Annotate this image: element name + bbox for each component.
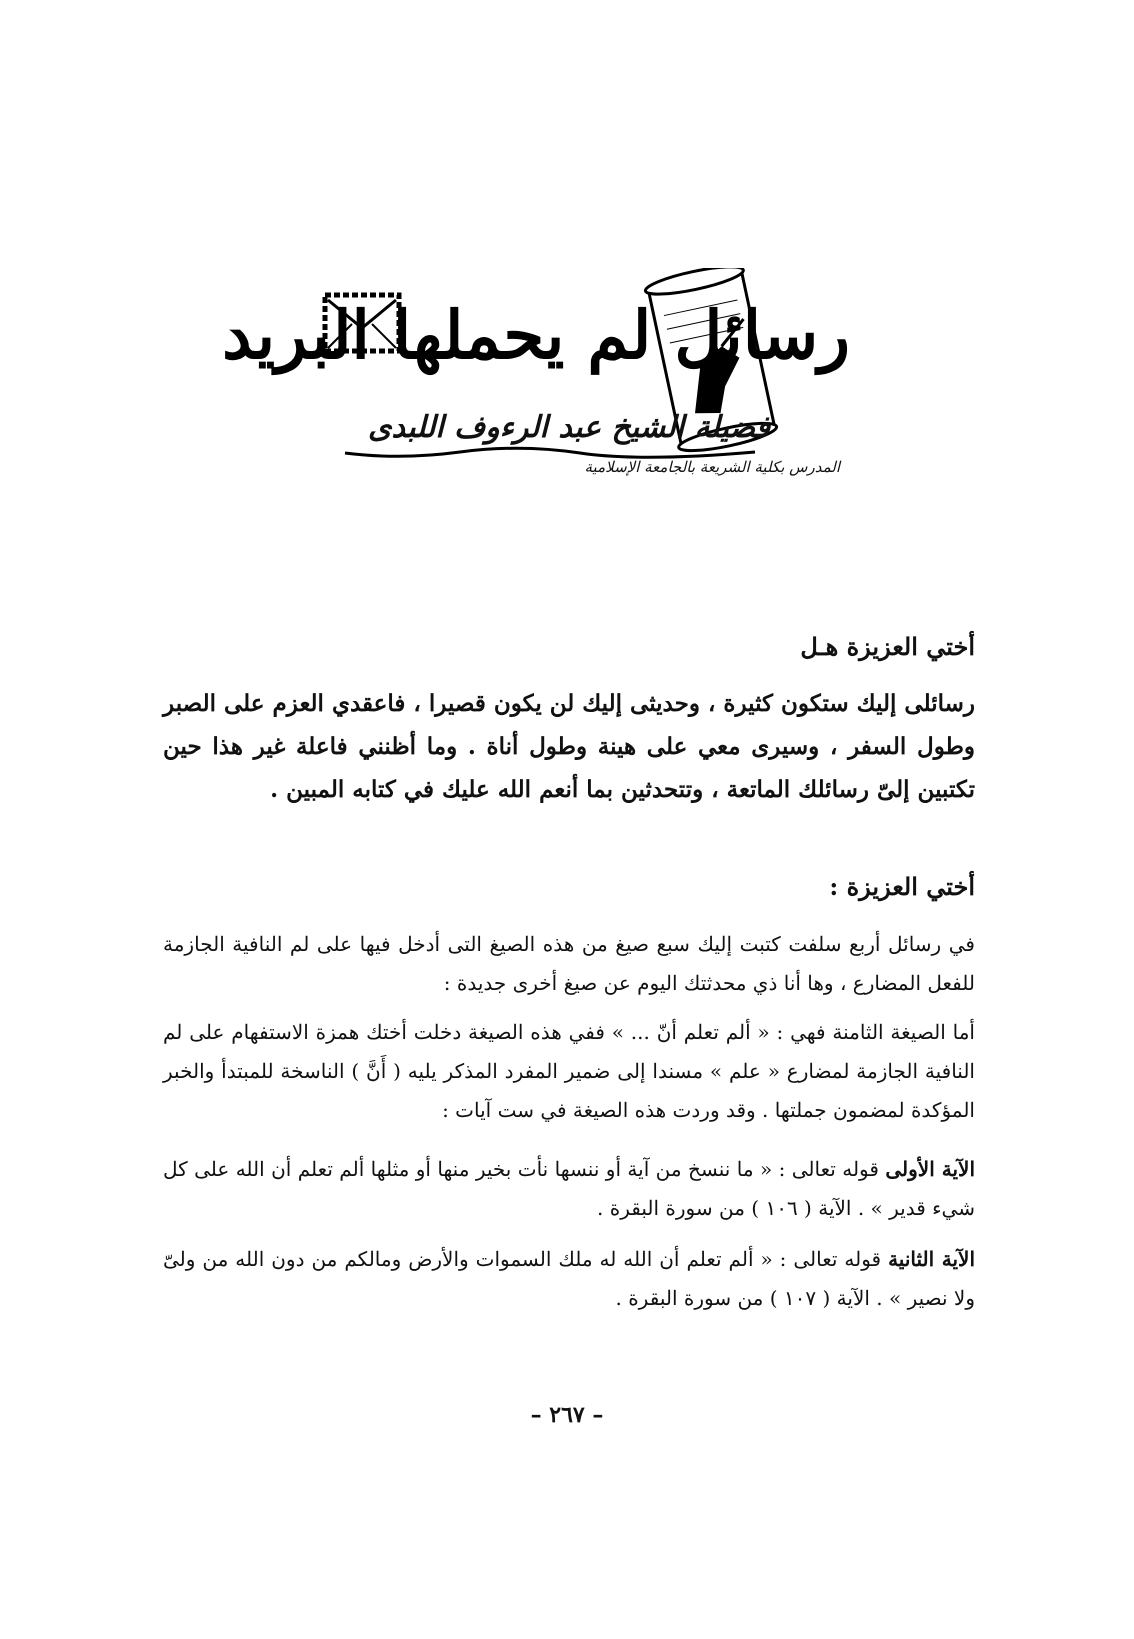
page-number: – ٢٦٧ –: [530, 1402, 604, 1428]
header-artwork: [222, 268, 880, 513]
first-verse-label: الآية الأولى: [885, 1157, 976, 1181]
article-series-title: رسائل لم يحملها البريد: [222, 296, 850, 374]
intro-paragraph: رسائلى إليك ستكون كثيرة ، وحديثى إليك لن يكون قصيرا ، فاعقدي العزم على الصبر وطول السفر ، وسيرى معي على هينة وطول أناة . وما أظنني فاعلة غير هذا حين تكتبين إلىّ رسائلك الماتعة ، وتتحدثين بما أنعم الله عليك في كتابه المبين .: [163, 690, 975, 803]
paragraph-previous-letters: في رسائل أربع سلفت كتبت إليك سبع صيغ من هذه الصيغ التى أدخل فيها على لم النافية الجازمة للفعل المضارع ، وها أنا ذي محدثتك اليوم عن صيغ أخرى جديدة :: [163, 932, 975, 995]
author-name: فضيلة الشيخ عبد الرءوف اللبدى: [368, 410, 770, 445]
paragraph-eighth-form: أما الصيغة الثامنة فهي : « ألم تعلم أنّ ... » ففي هذه الصيغة دخلت أختك همزة الاستفهام على لم النافية الجازمة لمضارع « علم » مسندا إلى ضمير المفرد المذكر يليه ( أَنَّ ) الناسخة للمبتدأ والخبر المؤكدة لمضمون جملتها . وقد وردت هذه الصيغة في ست آيات :: [163, 1020, 975, 1122]
first-verse-text: قوله تعالى : « ما ننسخ من آية أو ننسها نأت بخير منها أو مثلها ألم تعلم أن الله على كل شيء قدير » . الآية ( ١٠٦ ) من سورة البقرة .: [163, 1157, 975, 1220]
second-verse-label: الآية الثانية: [888, 1247, 975, 1271]
author-affiliation: المدرس بكلية الشريعة بالجامعة الإسلامية: [584, 458, 840, 476]
paragraph-first-verse: [163, 1150, 975, 1228]
paragraph-second-verse: [163, 1240, 975, 1318]
second-verse-text: قوله تعالى : « ألم تعلم أن الله له ملك السموات والأرض ومالكم من دون الله من ولىّ ولا نصير » . الآية ( ١٠٧ ) من سورة البقرة .: [163, 1247, 975, 1310]
salutation-heading: أختي العزيزة هـل: [800, 632, 975, 661]
salutation-heading-2: أختي العزيزة :: [829, 872, 975, 901]
